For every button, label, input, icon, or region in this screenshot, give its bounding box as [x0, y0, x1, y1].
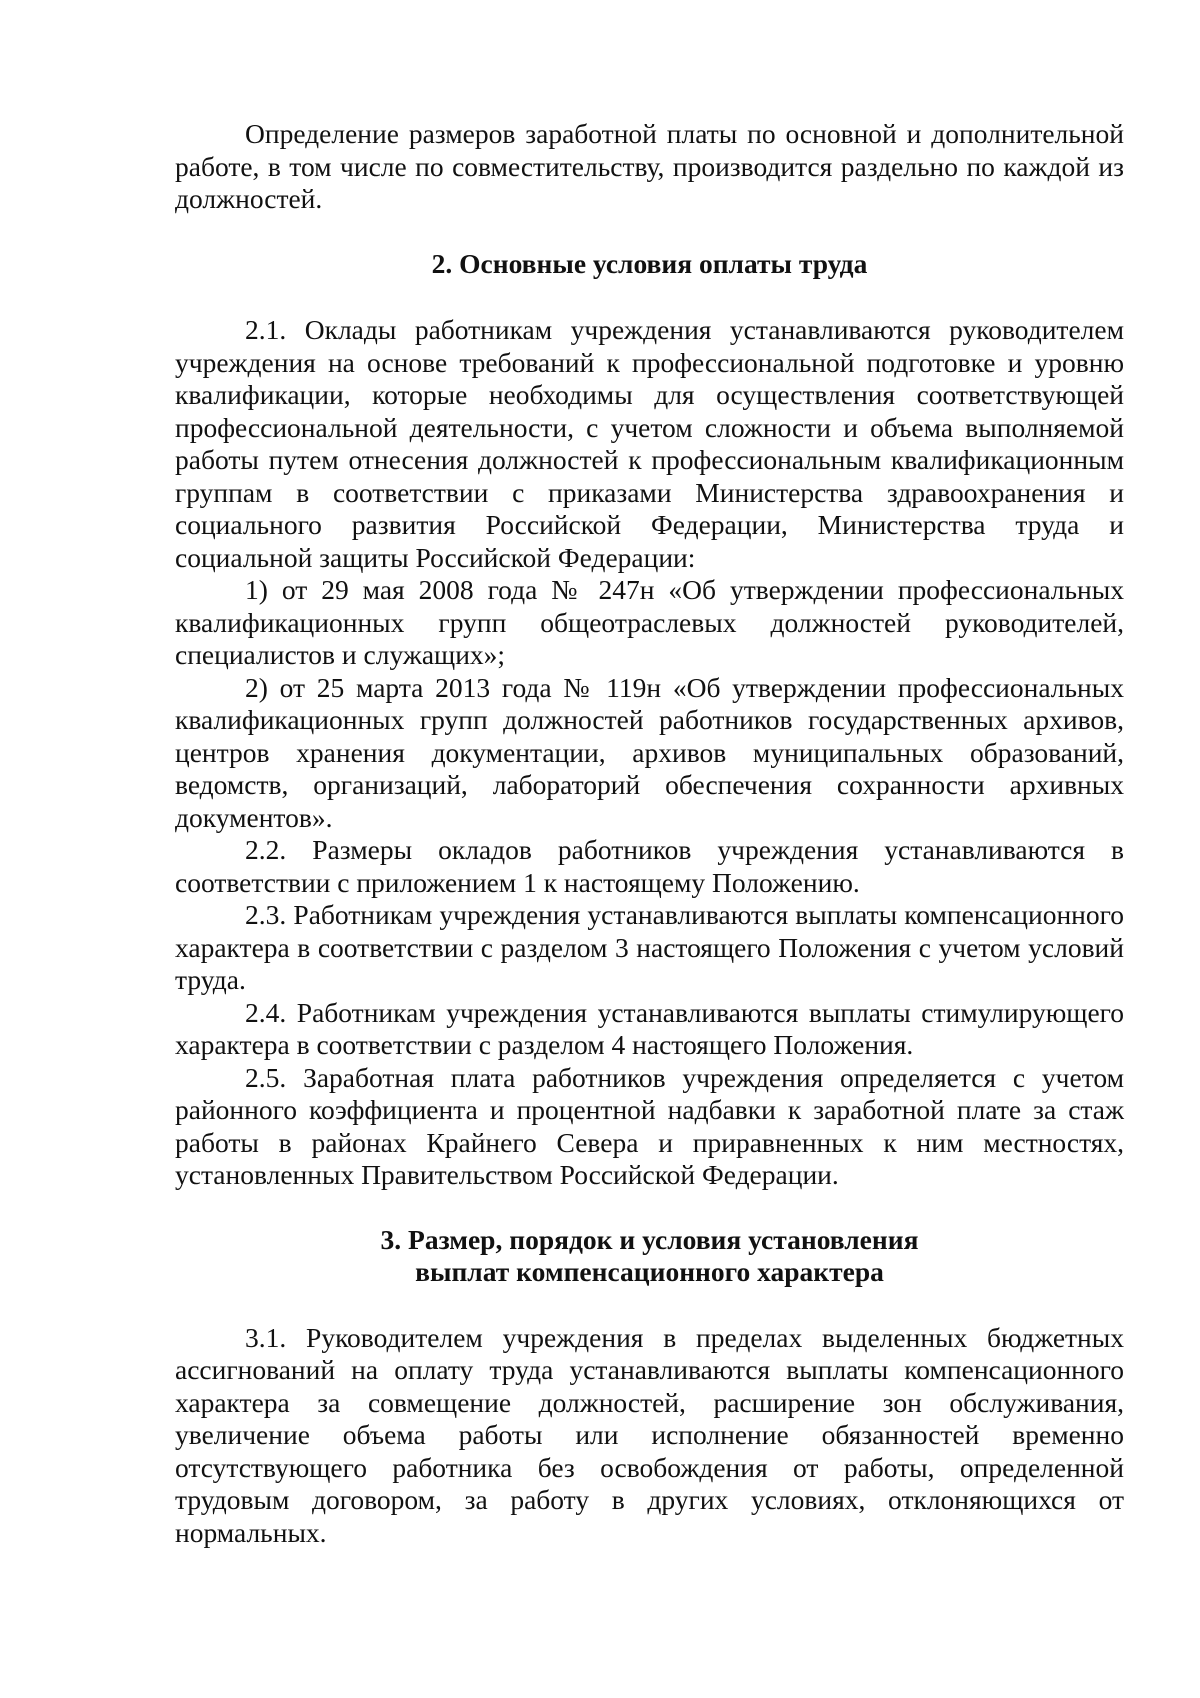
paragraph-2-1-item-1: 1) от 29 мая 2008 года № 247н «Об утверждении профессиональных квалификационных групп общеотраслевых должностей руководителей, специалистов и служащих»; — [175, 574, 1124, 670]
spacer — [175, 1289, 1124, 1322]
paragraph-3-1: 3.1. Руководителем учреждения в пределах выделенных бюджетных ассигнований на оплату труда устанавливаются выплаты компенсационного характера за совмещение должностей, расширение зон обслуживания, увеличение объема работы или исполнение обязанностей временно отсутствующего работника без освобождения от работы, определенной трудовым договором, за работу в других условиях, отклоняющихся от нормальных. — [175, 1321, 1124, 1548]
paragraph-2-2: 2.2. Размеры окладов работников учреждения устанавливаются в соответствии с приложением 1 к настоящему Положению. — [175, 834, 1124, 898]
section-3-heading-line-1: 3. Размер, порядок и условия установления — [380, 1223, 919, 1255]
section-3-heading-line-2: выплат компенсационного характера — [415, 1256, 884, 1287]
paragraph-2-4: 2.4. Работникам учреждения устанавливаются выплаты стимулирующего характера в соответствии с разделом 4 настоящего Положения. — [175, 996, 1124, 1060]
document-page — [175, 118, 1124, 1549]
section-2-heading: 2. Основные условия оплаты труда — [431, 247, 868, 279]
paragraph-2-5: 2.5. Заработная плата работников учреждения определяется с учетом районного коэффициента и процентной надбавки к заработной плате за стаж работы в районах Крайнего Севера и приравненных к ним местностях, установленных Правительством Российской Федерации. — [175, 1061, 1124, 1190]
paragraph-2-1-item-2: 2) от 25 марта 2013 года № 119н «Об утверждении профессиональных квалификационных групп должностей работников государственных архивов, центров хранения документации, архивов муниципальных образований, ведомств, организаций, лабораторий обеспечения сохранности архивных документов». — [175, 671, 1124, 833]
spacer — [175, 216, 1124, 248]
spacer — [175, 1192, 1124, 1224]
spacer — [175, 280, 1124, 314]
paragraph-2-3: 2.3. Работникам учреждения устанавливаются выплаты компенсационного характера в соответствии с разделом 3 настоящего Положения с учетом условий труда. — [175, 899, 1124, 995]
intro-paragraph: Определение размеров заработной платы по основной и дополнительной работе, в том числе по совместительству, производится раздельно по каждой из должностей. — [175, 118, 1124, 214]
paragraph-2-1: 2.1. Оклады работникам учреждения устанавливаются руководителем учреждения на основе требований к профессиональной подготовке и уровню квалификации, которые необходимы для осуществления соответствующей профессиональной деятельности, с учетом сложности и объема выполняемой работы путем отнесения должностей к профессиональным квалификационным группам в соответствии с приказами Министерства здравоохранения и социального развития Российской Федерации, Министерства труда и социальной защиты Российской Федерации: — [175, 314, 1124, 573]
